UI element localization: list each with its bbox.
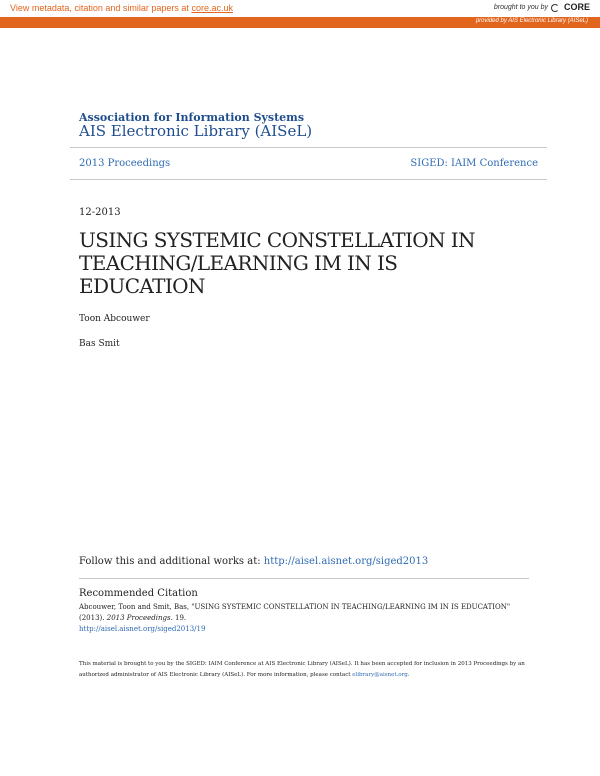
core-link[interactable]: core.ac.uk — [191, 3, 233, 13]
follow-line — [79, 556, 428, 567]
publication-date: 12-2013 — [79, 207, 121, 218]
material-notice — [79, 659, 539, 681]
divider-top — [70, 147, 547, 148]
citation-suffix: . 19. — [170, 614, 187, 622]
divider-bottom — [70, 179, 547, 180]
citation-block — [79, 602, 529, 635]
association-name[interactable]: Association for Information Systems — [79, 111, 305, 124]
core-logo-icon — [551, 2, 561, 12]
recommended-citation-heading: Recommended Citation — [79, 588, 198, 599]
core-banner — [0, 0, 600, 17]
paper-title: USING SYSTEMIC CONSTELLATION IN TEACHING/LEARNING IM IN IS EDUCATION — [79, 228, 475, 298]
citation-divider — [79, 578, 529, 579]
author-1: Toon Abcouwer — [79, 314, 150, 324]
core-provided-text[interactable]: provided by AIS Electronic Library (AISeL) — [475, 18, 588, 24]
author-2: Bas Smit — [79, 339, 120, 349]
citation-proceedings: 2013 Proceedings — [106, 614, 171, 622]
follow-link[interactable]: http://aisel.aisnet.org/siged2013 — [263, 556, 429, 567]
citation-link[interactable]: http://aisel.aisnet.org/siged2013/19 — [79, 625, 206, 633]
core-provided-bar — [0, 17, 600, 28]
notice-text: This material is brought to you by the SIGED: IAIM Conference at AIS Electronic Library (AISeL). It has been accepted for inclusion in 2013 Proceedings by an authorized administrator of AIS Electronic Library (AISeL). For more information, please contact — [79, 661, 525, 678]
core-brought-by[interactable] — [494, 2, 590, 12]
core-view-text: View metadata, citation and similar papers at — [10, 3, 192, 13]
brought-by-label: brought to you by — [493, 3, 548, 11]
core-view-metadata[interactable] — [10, 3, 233, 13]
citation-text: Abcouwer, Toon and Smit, Bas, "USING SYSTEMIC CONSTELLATION IN TEACHING/LEARNING IM IN IS EDUCATION" (2013). — [79, 603, 511, 622]
library-name[interactable]: AIS Electronic Library (AISeL) — [79, 122, 313, 140]
notice-end: . — [407, 672, 410, 678]
core-logo-text: CORE — [563, 2, 590, 12]
conference-link[interactable]: SIGED: IAIM Conference — [410, 158, 538, 169]
contact-email-link[interactable]: elibrary@aisnet.org — [352, 672, 408, 678]
follow-text: Follow this and additional works at: — [79, 556, 264, 567]
proceedings-link[interactable]: 2013 Proceedings — [79, 158, 171, 169]
